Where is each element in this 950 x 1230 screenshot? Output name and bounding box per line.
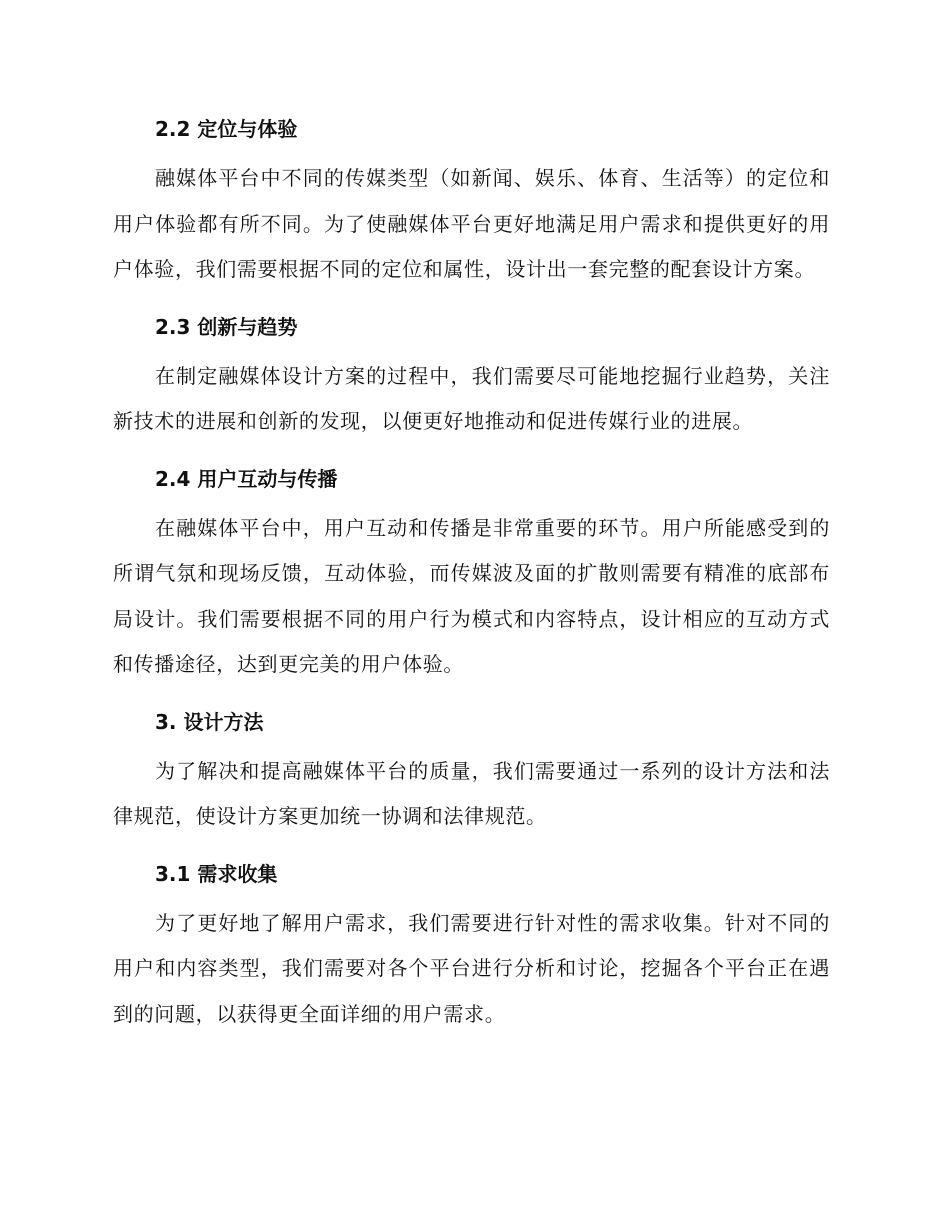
section-heading-2-2: 2.2 定位与体验: [155, 117, 298, 141]
section-paragraph-3-1: 为了更好地了解用户需求，我们需要进行针对性的需求收集。针对不同的用户和内容类型，我们需要对各个平台进行分析和讨论，挖掘各个平台正在遇到的问题，以获得更全面详细的用户需求。: [113, 910, 830, 1026]
section-paragraph-2-4: 在融媒体平台中，用户互动和传播是非常重要的环节。用户所能感受到的所谓气氛和现场反馈，互动体验，而传媒波及面的扩散则需要有精准的底部布局设计。我们需要根据不同的用户行为模式和内容特点，设计相应的互动方式和传播途径，达到更完美的用户体验。: [113, 515, 830, 676]
section-heading-3-1: 3.1 需求收集: [155, 861, 278, 886]
section-paragraph-2-3: 在制定融媒体设计方案的过程中，我们需要尽可能地挖掘行业趋势，关注新技术的进展和创新的发现，以便更好地推动和促进传媒行业的进展。: [113, 363, 830, 433]
document-page: [113, 102, 830, 1044]
section-heading-3: 3. 设计方法: [155, 709, 264, 734]
section-paragraph-2-2: 融媒体平台中不同的传媒类型（如新闻、娱乐、体育、生活等）的定位和用户体验都有所不同。为了使融媒体平台更好地满足用户需求和提供更好的用户体验，我们需要根据不同的定位和属性，设计出一套完整的配套设计方案。: [113, 166, 830, 281]
section-paragraph-3: 为了解决和提高融媒体平台的质量，我们需要通过一系列的设计方法和法律规范，使设计方案更加统一协调和法律规范。: [113, 758, 830, 828]
section-heading-2-3: 2.3 创新与趋势: [155, 314, 298, 339]
section-heading-2-4: 2.4 用户互动与传播: [155, 466, 338, 491]
